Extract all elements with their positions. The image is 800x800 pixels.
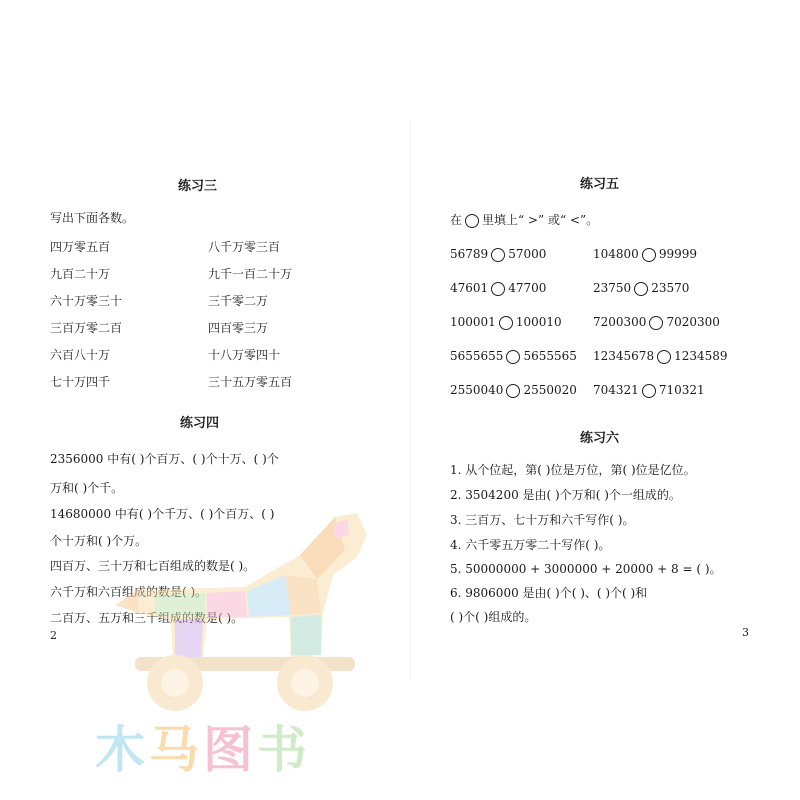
- ex3-item: 三百万零二百: [50, 321, 123, 335]
- exercise-6-title: 练习六: [580, 431, 620, 446]
- number-right: 710321: [658, 383, 705, 397]
- ex4-line: 个十万和( )个万。: [50, 534, 148, 548]
- compare-circle[interactable]: [634, 282, 648, 296]
- ex4-line: 2356000 中有( )个百万、( )个十万、( )个: [50, 452, 279, 466]
- exercise-5-instruction: [450, 212, 598, 228]
- ex6-line: ( )个( )组成的。: [450, 610, 537, 624]
- watermark-char: 书: [257, 721, 311, 779]
- number-left: 104800: [593, 247, 639, 261]
- ex6-line: 6. 9806000 是由( )个( )、( )个( )和: [450, 586, 648, 600]
- page-number: 2: [50, 629, 57, 642]
- ex6-line: 4. 六千零五万零二十写作( )。: [450, 538, 611, 552]
- number-left: 12345678: [593, 349, 655, 363]
- ex4-line: 14680000 中有( )个千万、( )个百万、( ): [50, 507, 275, 521]
- ex3-item: 三千零二万: [208, 294, 269, 308]
- compare-circle[interactable]: [649, 316, 663, 330]
- page-gutter: [410, 120, 411, 680]
- compare-item: [450, 281, 546, 296]
- watermark-char: 木: [95, 721, 149, 779]
- ex4-line: 六千万和六百组成的数是( )。: [50, 585, 208, 599]
- number-left: 5655655: [450, 349, 504, 363]
- wheels: [135, 655, 355, 711]
- compare-item: [450, 349, 577, 364]
- number-left: 47601: [450, 281, 489, 295]
- number-right: 1234589: [674, 349, 728, 363]
- compare-circle[interactable]: [642, 384, 656, 398]
- ex6-line: 2. 3504200 是由( )个万和( )个一组成的。: [450, 488, 681, 502]
- ex3-item: 六百八十万: [50, 348, 111, 362]
- watermark-char: 图: [203, 721, 257, 779]
- compare-item: [450, 315, 562, 330]
- instruction-prefix: 在: [450, 213, 463, 227]
- compare-item: [593, 281, 689, 296]
- number-right: 7020300: [666, 315, 720, 329]
- ex6-line: 5. 50000000 + 3000000 + 20000 + 8 = ( )。: [450, 562, 722, 576]
- number-right: 99999: [658, 247, 697, 261]
- compare-item: [450, 247, 546, 262]
- ex3-item: 四万零五百: [50, 240, 111, 254]
- page-number: 3: [742, 626, 749, 639]
- number-left: 23750: [593, 281, 632, 295]
- ex4-line: 二百万、五万和三千组成的数是( )。: [50, 611, 244, 625]
- compare-item: [593, 383, 705, 398]
- number-right: 5655565: [523, 349, 577, 363]
- exercise-4-title: 练习四: [180, 416, 220, 431]
- ex3-item: 六十万零三十: [50, 294, 123, 308]
- compare-circle[interactable]: [499, 316, 513, 330]
- compare-item: [593, 349, 728, 364]
- compare-circle[interactable]: [506, 350, 520, 364]
- exercise-3-instruction: 写出下面各数。: [50, 211, 135, 225]
- compare-circle[interactable]: [491, 282, 505, 296]
- ex3-item: 四百零三万: [208, 321, 269, 335]
- compare-circle[interactable]: [657, 350, 671, 364]
- ex3-item: 九百二十万: [50, 267, 111, 281]
- ex3-item: 十八万零四十: [208, 348, 281, 362]
- ex3-item: 八千万零三百: [208, 240, 281, 254]
- number-left: 56789: [450, 247, 489, 261]
- exercise-3-title: 练习三: [178, 179, 218, 194]
- compare-item: [450, 383, 577, 398]
- compare-circle[interactable]: [506, 384, 520, 398]
- number-right: 57000: [508, 247, 547, 261]
- ex4-line: 四百万、三十万和七百组成的数是( )。: [50, 559, 256, 573]
- number-left: 7200300: [593, 315, 647, 329]
- watermark-char: 马: [149, 721, 203, 779]
- number-right: 47700: [508, 281, 547, 295]
- ex3-item: 九千一百二十万: [208, 267, 293, 281]
- ex6-line: 3. 三百万、七十万和六千写作( )。: [450, 513, 635, 527]
- number-left: 100001: [450, 315, 496, 329]
- number-left: 2550040: [450, 383, 504, 397]
- number-left: 704321: [593, 383, 639, 397]
- horse-logo-watermark: [95, 495, 395, 715]
- horse-body: [115, 513, 367, 661]
- ex3-item: 七十万四千: [50, 375, 111, 389]
- instruction-suffix: 里填上“ >” 或“ <”。: [482, 213, 599, 227]
- circle-blank-icon: [465, 214, 479, 228]
- ex4-line: 万和( )个千。: [50, 481, 124, 495]
- ex3-item: 三十五万零五百: [208, 375, 293, 389]
- exercise-5-title: 练习五: [580, 177, 620, 192]
- compare-circle[interactable]: [642, 248, 656, 262]
- compare-circle[interactable]: [491, 248, 505, 262]
- number-right: 100010: [515, 315, 562, 329]
- ex6-line: 1. 从个位起，第( )位是万位，第( )位是亿位。: [450, 463, 696, 477]
- number-right: 2550020: [523, 383, 577, 397]
- compare-item: [593, 247, 697, 262]
- publisher-watermark-text: [95, 710, 311, 782]
- number-right: 23570: [651, 281, 690, 295]
- compare-item: [593, 315, 720, 330]
